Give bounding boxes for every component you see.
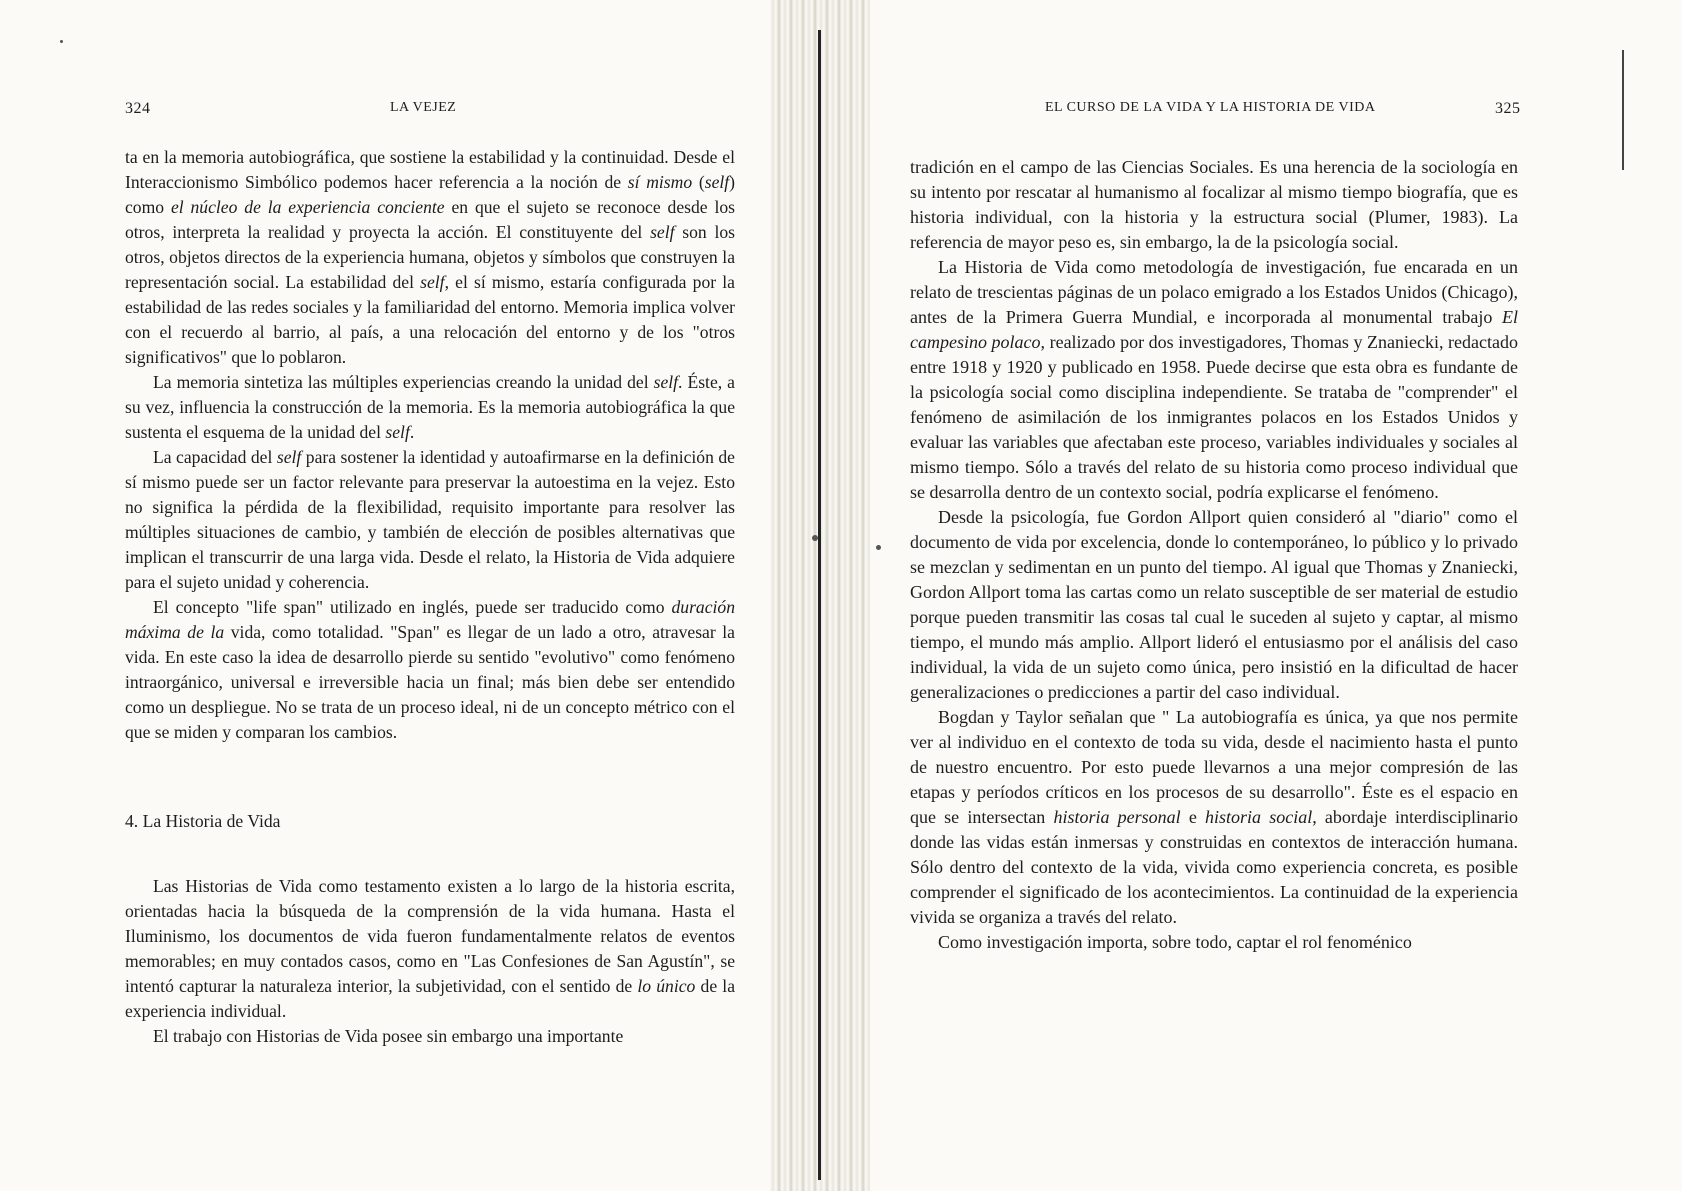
paragraph: ta en la memoria autobiográfica, que sostiene la estabilidad y la continuidad. Desde el Interaccionismo Simbólico podemos hacer referencia a la noción de sí mismo (self) como el núcleo de la experiencia conciente en que el sujeto se reconoce desde los otros, interpreta la realidad y proyecta la acción. El constituyente del self son los otros, objetos directos de la experiencia humana, objetos y símbolos que construyen la representación social. La estabilidad del self, el sí mismo, estaría configurada por la estabilidad de las redes sociales y la familiaridad del entorno. Memoria implica volver con el recuerdo al barrio, al país, a una relocación del entorno y de los "otros significativos" que lo poblaron. [125,147,736,367]
paragraph: Como investigación importa, sobre todo, captar el rol fenoménico [938,932,1412,952]
left-running-head: LA VEJEZ [390,100,457,115]
right-paragraphs [910,155,1518,955]
right-page-body [910,155,1518,955]
paragraph: tradición en el campo de las Ciencias Sociales. Es una herencia de la sociología en su intento por rescatar al humanismo al focalizar al mismo tiempo biografía, que es historia individual, con la historia y la estructura social (Plumer, 1983). La referencia de mayor peso es, sin embargo, la de la psicología social. [910,157,1518,252]
scan-speck [60,40,63,43]
paragraph: La capacidad del self para sostener la identidad y autoafirmarse en la definición de sí mismo puede ser un factor relevante para preservar la autoestima en la vejez. Esto no significa la pérdida de la flexibilidad, requisito importante para resolver las múltiples situaciones de cambio, y también de elección de posibles alternativas que implican el transcurrir de una larga vida. Desde el relato, la Historia de Vida adquiere para el sujeto unidad y coherencia. [125,447,735,592]
paragraph: Desde la psicología, fue Gordon Allport quien consideró al "diario" como el documento de vida por excelencia, donde lo contemporáneo, lo público y lo privado se mezclan y sedimentan en un punto del tiempo. Al igual que Thomas y Znaniecki, Gordon Allport toma las cartas como un relato susceptible de ser material de estudio porque pueden transmitir las cosas tal cual le suceden al sujeto y captar, al mismo tiempo, el mundo más amplio. Allport lideró el entusiasmo por el análisis del caso individual, la vida de un sujeto como única, pero insistió en la dificultad de hacer generalizaciones o predicciones a partir del caso individual. [910,507,1518,702]
paragraph: La Historia de Vida como metodología de investigación, fue encarada en un relato de trescientas páginas de un polaco emigrado a los Estados Unidos (Chicago), antes de la Primera Guerra Mundial, e incorporada al monumental trabajo El campesino polaco, realizado por dos investigadores, Thomas y Znaniecki, redactado entre 1918 y 1920 y publicado en 1958. Puede decirse que esta obra es fundante de la psicología social como disciplina independiente. Se trataba de "comprender" el fenómeno de asimilación de los inmigrantes polacos en los Estados Unidos y evaluar las variables que afectaban este proceso, variables individuales y sociales al mismo tiempo. Sólo a través del relato de su historia como proceso individual que se desarrolla dentro de un contexto social, podría explicarse el fenómeno. [910,257,1518,502]
section-heading: 4. La Historia de Vida [125,811,281,831]
binding-line [818,30,821,1180]
right-running-head: EL CURSO DE LA VIDA Y LA HISTORIA DE VIDA [1045,100,1376,115]
paragraph: El concepto "life span" utilizado en inglés, puede ser traducido como duración máxima de la vida, como totalidad. "Span" es llegar de un lado a otro, atravesar la vida. En este caso la idea de desarrollo pierde su sentido "evolutivo" como fenómeno intraorgánico, universal e irreversible hacia un final; más bien debe ser entendido como un despliegue. No se trata de un proceso ideal, ni de un concepto métrico con el que se miden y comparan los cambios. [125,597,735,742]
left-paragraphs [125,145,735,745]
left-page-number: 324 [125,100,151,117]
scan-speck [876,545,881,550]
left-page-body [125,145,735,1049]
paragraph: Las Historias de Vida como testamento existen a lo largo de la historia escrita, orientadas hacia la búsqueda de la comprensión de la vida humana. Hasta el Iluminismo, los documentos de vida fueron fundamentalmente relatos de eventos memorables; en muy contados casos, como en "Las Confesiones de San Agustín", se intentó capturar la naturaleza interior, la subjetividad, con el sentido de lo único de la experiencia individual. [125,876,735,1021]
page-edge-mark [1622,50,1624,170]
left-paragraphs-after [125,874,735,1049]
paragraph: El trabajo con Historias de Vida posee sin embargo una importante [153,1026,624,1046]
right-page-number: 325 [1495,100,1521,117]
paragraph: La memoria sintetiza las múltiples experiencias creando la unidad del self. Éste, a su vez, influencia la construcción de la memoria. Es la memoria autobiográfica la que sustenta el esquema de la unidad del self. [125,372,735,442]
scan-speck [812,535,818,541]
paragraph: Bogdan y Taylor señalan que " La autobiografía es única, ya que nos permite ver al individuo en el contexto de toda su vida, desde el nacimiento hasta el punto de nuestro encuentro. Por esto puede llevarnos a una mejor compresión de las etapas y períodos críticos en los procesos de su desarrollo". Éste es el espacio en que se intersectan historia personal e historia social, abordaje interdisciplinario donde las vidas están inmersas y construidas en contextos de interacción humana. Sólo dentro del contexto de la vida, vivida como experiencia concreta, es posible comprender el significado de los acontecimientos. La continuidad de la experiencia vivida se organiza a través del relato. [910,707,1518,927]
